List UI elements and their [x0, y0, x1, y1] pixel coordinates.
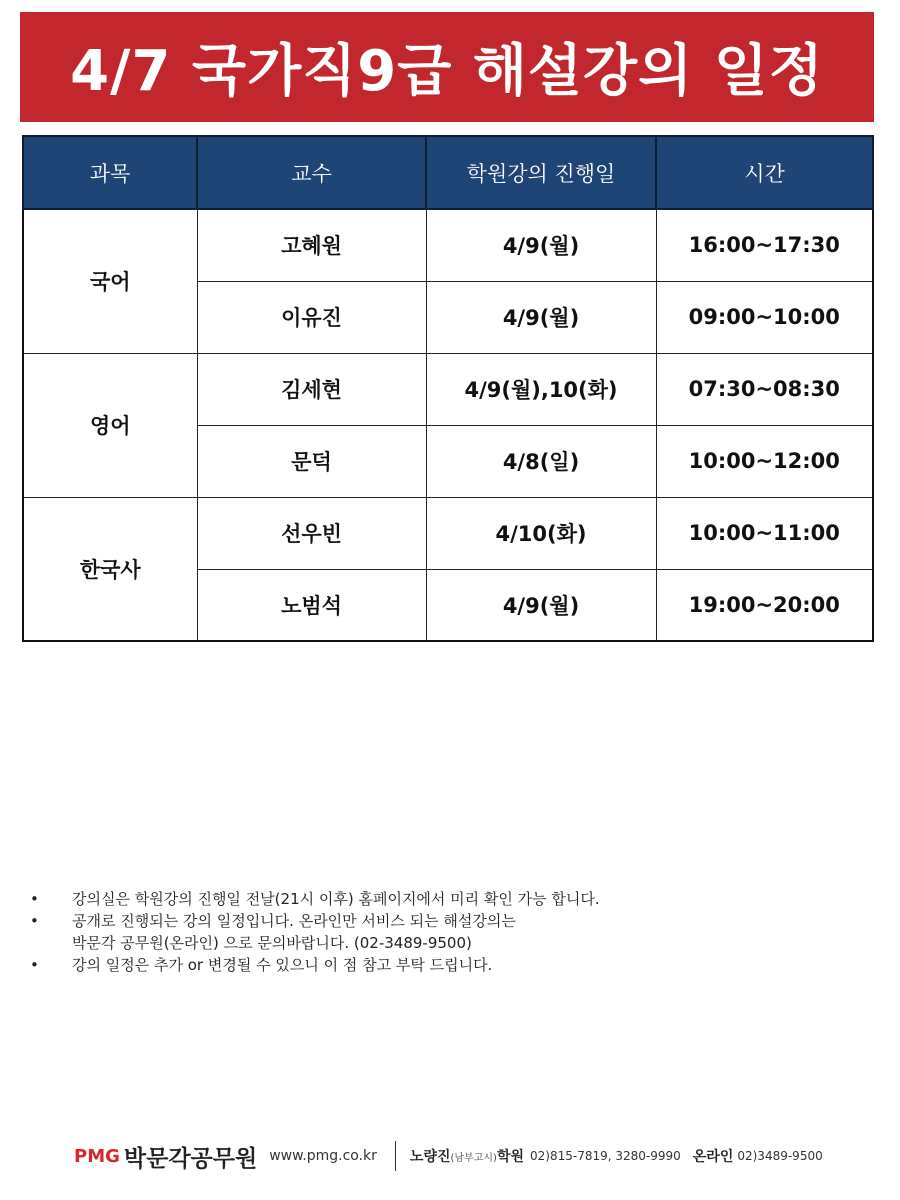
online-label: 온라인	[692, 1149, 734, 1165]
note-continuation	[30, 932, 850, 954]
professor-cell: 문덕	[197, 425, 426, 497]
time-cell: 19:00~20:00	[656, 569, 873, 641]
academy-name: 노량진	[409, 1149, 451, 1165]
bullet-icon: •	[30, 912, 39, 930]
academy-label	[410, 1146, 524, 1166]
note-text: 강의 일정은 추가 or 변경될 수 있으니 이 점 참고 부탁 드립니다.	[72, 956, 493, 974]
date-cell: 4/9(월)	[426, 569, 656, 641]
note-item	[30, 954, 850, 976]
notes-list	[30, 888, 850, 976]
brand-name: 박문각공무원	[123, 1145, 258, 1172]
time-cell: 10:00~12:00	[656, 425, 873, 497]
footer	[74, 1138, 854, 1174]
website-link[interactable]: www.pmg.co.kr	[269, 1148, 377, 1164]
professor-cell: 김세현	[197, 353, 426, 425]
bullet-icon: •	[30, 956, 39, 974]
schedule-table	[22, 135, 874, 642]
date-cell: 4/8(일)	[426, 425, 656, 497]
table-row	[23, 209, 873, 281]
header-time: 시간	[656, 136, 873, 209]
title-banner	[20, 12, 874, 122]
subject-cell: 국어	[23, 209, 197, 353]
date-cell: 4/10(화)	[426, 497, 656, 569]
professor-cell: 고혜원	[197, 209, 426, 281]
note-item	[30, 888, 850, 910]
date-cell: 4/9(월)	[426, 281, 656, 353]
header-professor: 교수	[197, 136, 426, 209]
header-date: 학원강의 진행일	[426, 136, 656, 209]
academy-sub: (남부고시)	[450, 1153, 497, 1164]
date-cell: 4/9(월),10(화)	[426, 353, 656, 425]
time-cell: 16:00~17:30	[656, 209, 873, 281]
date-cell: 4/9(월)	[426, 209, 656, 281]
bullet-icon: •	[30, 890, 39, 908]
online-phone: 02)3489-9500	[737, 1149, 823, 1163]
note-text: 공개로 진행되는 강의 일정입니다. 온라인만 서비스 되는 해설강의는	[72, 912, 516, 930]
professor-cell: 노범석	[197, 569, 426, 641]
time-cell: 07:30~08:30	[656, 353, 873, 425]
note-text: 강의실은 학원강의 진행일 전날(21시 이후) 홈페이지에서 미리 확인 가능 합니다.	[72, 890, 600, 908]
academy-suffix: 학원	[496, 1149, 525, 1165]
subject-cell: 영어	[23, 353, 197, 497]
header-subject: 과목	[23, 136, 197, 209]
table-row	[23, 497, 873, 569]
subject-cell: 한국사	[23, 497, 197, 641]
table-header-row	[23, 136, 873, 209]
footer-divider	[395, 1141, 396, 1171]
academy-phone: 02)815-7819, 3280-9990	[530, 1149, 681, 1163]
page-title: 4/7 국가직9급 해설강의 일정	[70, 39, 824, 104]
professor-cell: 선우빈	[197, 497, 426, 569]
time-cell: 09:00~10:00	[656, 281, 873, 353]
professor-cell: 이유진	[197, 281, 426, 353]
pmg-logo-icon: PMG	[74, 1145, 120, 1167]
time-cell: 10:00~11:00	[656, 497, 873, 569]
table-row	[23, 353, 873, 425]
note-text: 박문각 공무원(온라인) 으로 문의바랍니다. (02-3489-9500)	[72, 934, 472, 952]
note-item	[30, 910, 850, 932]
